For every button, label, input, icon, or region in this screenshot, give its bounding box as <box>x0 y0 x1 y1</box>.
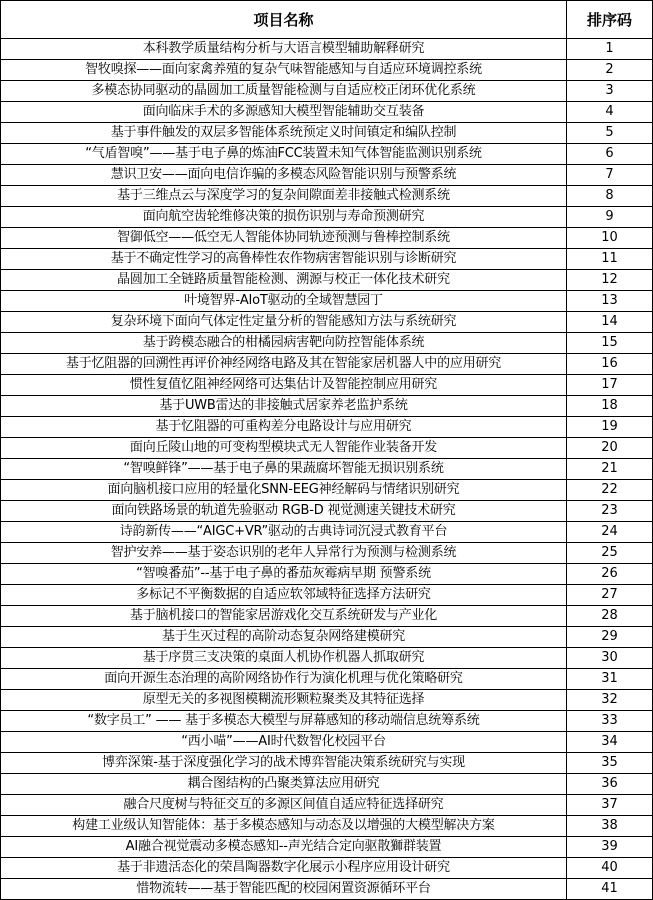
table-row <box>1 396 653 417</box>
project-name-cell[interactable]: 基于事件触发的双层多智能体系统预定义时间镇定和编队控制 <box>1 123 567 144</box>
table-row <box>1 774 653 795</box>
project-name-cell[interactable]: “智嗅番茄”--基于电子鼻的番茄灰霉病早期 预警系统 <box>1 564 567 585</box>
project-name-cell[interactable]: 面向铁路场景的轨道先验驱动 RGB-D 视觉测速关键技术研究 <box>1 501 567 522</box>
rank-code-cell[interactable]: 20 <box>567 438 653 459</box>
rank-code-cell[interactable]: 9 <box>567 207 653 228</box>
rank-code-cell[interactable]: 22 <box>567 480 653 501</box>
table-row <box>1 375 653 396</box>
rank-code-cell[interactable]: 33 <box>567 711 653 732</box>
project-name-cell[interactable]: 诗韵新传——“AIGC+VR”驱动的古典诗词沉浸式教育平台 <box>1 522 567 543</box>
table-row <box>1 354 653 375</box>
project-name-cell[interactable]: 基于跨模态融合的柑橘园病害靶向防控智能体系统 <box>1 333 567 354</box>
project-name-cell[interactable]: 融合尺度树与特征交互的多源区间值自适应特征选择研究 <box>1 795 567 816</box>
table-row <box>1 543 653 564</box>
rank-code-cell[interactable]: 28 <box>567 606 653 627</box>
table-row <box>1 81 653 102</box>
rank-code-cell[interactable]: 21 <box>567 459 653 480</box>
rank-code-cell[interactable]: 13 <box>567 291 653 312</box>
project-name-cell[interactable]: 多标记不平衡数据的自适应软邻域特征选择方法研究 <box>1 585 567 606</box>
table-row <box>1 879 653 900</box>
table-row <box>1 522 653 543</box>
project-name-cell[interactable]: 面向脑机接口应用的轻量化SNN-EEG神经解码与情绪识别研究 <box>1 480 567 501</box>
rank-code-cell[interactable]: 15 <box>567 333 653 354</box>
rank-code-cell[interactable]: 3 <box>567 81 653 102</box>
rank-code-cell[interactable]: 35 <box>567 753 653 774</box>
project-name-cell[interactable]: 叶境智界-AIoT驱动的全域智慧园丁 <box>1 291 567 312</box>
table-row <box>1 228 653 249</box>
table-row <box>1 585 653 606</box>
table-row <box>1 459 653 480</box>
rank-code-cell[interactable]: 36 <box>567 774 653 795</box>
header-project-name[interactable]: 项目名称 <box>1 1 567 39</box>
project-name-cell[interactable]: 基于非遗活态化的荣昌陶器数字化展示小程序应用设计研究 <box>1 858 567 879</box>
project-name-cell[interactable]: 智护安养——基于姿态识别的老年人异常行为预测与检测系统 <box>1 543 567 564</box>
rank-code-cell[interactable]: 6 <box>567 144 653 165</box>
table-row <box>1 795 653 816</box>
project-name-cell[interactable]: AI融合视觉震动多模态感知--声光结合定向驱散獅群装置 <box>1 837 567 858</box>
project-name-cell[interactable]: 惯性复值忆阻神经网络可达集估计及智能控制应用研究 <box>1 375 567 396</box>
project-name-cell[interactable]: 复杂环境下面向气体定性定量分析的智能感知方法与系统研究 <box>1 312 567 333</box>
project-name-cell[interactable]: “数字员工” —— 基于多模态大模型与屏幕感知的移动端信息统筹系统 <box>1 711 567 732</box>
rank-code-cell[interactable]: 29 <box>567 627 653 648</box>
table-row <box>1 102 653 123</box>
rank-code-cell[interactable]: 38 <box>567 816 653 837</box>
table-row <box>1 291 653 312</box>
table-row <box>1 144 653 165</box>
project-name-cell[interactable]: 本科教学质量结构分析与大语言模型辅助解释研究 <box>1 39 567 60</box>
table-row <box>1 249 653 270</box>
rank-code-cell[interactable]: 5 <box>567 123 653 144</box>
table-row <box>1 270 653 291</box>
rank-code-cell[interactable]: 30 <box>567 648 653 669</box>
table-row <box>1 417 653 438</box>
table-row <box>1 606 653 627</box>
table-row <box>1 648 653 669</box>
table-row <box>1 690 653 711</box>
table-row <box>1 816 653 837</box>
rank-code-cell[interactable]: 26 <box>567 564 653 585</box>
header-rank-code[interactable]: 排序码 <box>567 1 653 39</box>
table-row <box>1 480 653 501</box>
rank-code-cell[interactable]: 18 <box>567 396 653 417</box>
project-name-cell[interactable]: 基于脑机接口的智能家居游戏化交互系统研发与产业化 <box>1 606 567 627</box>
rank-code-cell[interactable]: 27 <box>567 585 653 606</box>
project-name-cell[interactable]: 智御低空——低空无人智能体协同轨迹预测与鲁棒控制系统 <box>1 228 567 249</box>
table-row <box>1 39 653 60</box>
rank-code-cell[interactable]: 14 <box>567 312 653 333</box>
rank-code-cell[interactable]: 1 <box>567 39 653 60</box>
project-name-cell[interactable]: 基于生灭过程的高阶动态复杂网络建模研究 <box>1 627 567 648</box>
project-name-cell[interactable]: 智牧嗅探——面向家禽养殖的复杂气味智能感知与自适应环境调控系统 <box>1 60 567 81</box>
project-name-cell[interactable]: 原型无关的多视图模糊流形颗粒聚类及其特征选择 <box>1 690 567 711</box>
table-row <box>1 60 653 81</box>
rank-code-cell[interactable]: 4 <box>567 102 653 123</box>
table-row <box>1 333 653 354</box>
rank-code-cell[interactable]: 11 <box>567 249 653 270</box>
project-name-cell[interactable]: 晶圆加工全链路质量智能检测、溯源与校正一体化技术研究 <box>1 270 567 291</box>
rank-code-cell[interactable]: 32 <box>567 690 653 711</box>
project-name-cell[interactable]: 面向开源生态治理的高阶网络协作行为演化机理与优化策略研究 <box>1 669 567 690</box>
table-row <box>1 564 653 585</box>
project-name-cell[interactable]: 面向丘陵山地的可变构型模块式无人智能作业装备开发 <box>1 438 567 459</box>
rank-code-cell[interactable]: 12 <box>567 270 653 291</box>
table-row <box>1 732 653 753</box>
project-name-cell[interactable]: 基于忆阻器的可重构差分电路设计与应用研究 <box>1 417 567 438</box>
rank-code-cell[interactable]: 8 <box>567 186 653 207</box>
table-row <box>1 438 653 459</box>
project-name-cell[interactable]: 慧识卫安——面向电信诈骗的多模态风险智能识别与预警系统 <box>1 165 567 186</box>
table-row <box>1 186 653 207</box>
project-name-cell[interactable]: 基于忆阻器的回溯性再评价神经网络电路及其在智能家居机器人中的应用研究 <box>1 354 567 375</box>
table-row <box>1 837 653 858</box>
table-row <box>1 312 653 333</box>
project-name-cell[interactable]: “智嗅鲜锋”——基于电子鼻的果蔬腐坏智能无损识别系统 <box>1 459 567 480</box>
project-name-cell[interactable]: 耦合图结构的凸聚类算法应用研究 <box>1 774 567 795</box>
project-name-cell[interactable]: 基于不确定性学习的高鲁棒性农作物病害智能识别与诊断研究 <box>1 249 567 270</box>
header-row <box>1 1 653 39</box>
rank-code-cell[interactable]: 10 <box>567 228 653 249</box>
project-name-cell[interactable]: “气盾智嗅”——基于电子鼻的炼油FCC装置未知气体智能监测识别系统 <box>1 144 567 165</box>
rank-code-cell[interactable]: 24 <box>567 522 653 543</box>
rank-code-cell[interactable]: 31 <box>567 669 653 690</box>
project-name-cell[interactable]: 构建工业级认知智能体：基于多模态感知与动态及以增强的大模型解决方案 <box>1 816 567 837</box>
table-row <box>1 165 653 186</box>
project-name-cell[interactable]: 基于序贯三支决策的桌面人机协作机器人抓取研究 <box>1 648 567 669</box>
project-name-cell[interactable]: 基于三维点云与深度学习的复杂间隙面差非接触式检测系统 <box>1 186 567 207</box>
rank-code-cell[interactable]: 2 <box>567 60 653 81</box>
project-name-cell[interactable]: 面向临床手术的多源感知大模型智能辅助交互装备 <box>1 102 567 123</box>
table-row <box>1 207 653 228</box>
rank-code-cell[interactable]: 25 <box>567 543 653 564</box>
rank-code-cell[interactable]: 34 <box>567 732 653 753</box>
table-row <box>1 711 653 732</box>
rank-code-cell[interactable]: 23 <box>567 501 653 522</box>
project-name-cell[interactable]: 惜物流转——基于智能匹配的校园闲置资源循环平台 <box>1 879 567 900</box>
rank-code-cell[interactable]: 37 <box>567 795 653 816</box>
project-name-cell[interactable]: 博弈深策-基于深度强化学习的战术博弈智能决策系统研究与实现 <box>1 753 567 774</box>
table-row <box>1 627 653 648</box>
project-name-cell[interactable]: 多模态协同驱动的晶圆加工质量智能检测与自适应校正闭环优化系统 <box>1 81 567 102</box>
rank-code-cell[interactable]: 19 <box>567 417 653 438</box>
rank-code-cell[interactable]: 16 <box>567 354 653 375</box>
table-row <box>1 501 653 522</box>
rank-code-cell[interactable]: 17 <box>567 375 653 396</box>
rank-code-cell[interactable]: 41 <box>567 879 653 900</box>
rank-code-cell[interactable]: 40 <box>567 858 653 879</box>
table-row <box>1 669 653 690</box>
table-row <box>1 858 653 879</box>
rank-code-cell[interactable]: 39 <box>567 837 653 858</box>
rank-code-cell[interactable]: 7 <box>567 165 653 186</box>
project-name-cell[interactable]: “西小喵”——AI时代数智化校园平台 <box>1 732 567 753</box>
project-name-cell[interactable]: 面向航空齿轮维修决策的损伤识别与寿命预测研究 <box>1 207 567 228</box>
table-row <box>1 123 653 144</box>
project-name-cell[interactable]: 基于UWB雷达的非接触式居家养老监护系统 <box>1 396 567 417</box>
table-row <box>1 753 653 774</box>
